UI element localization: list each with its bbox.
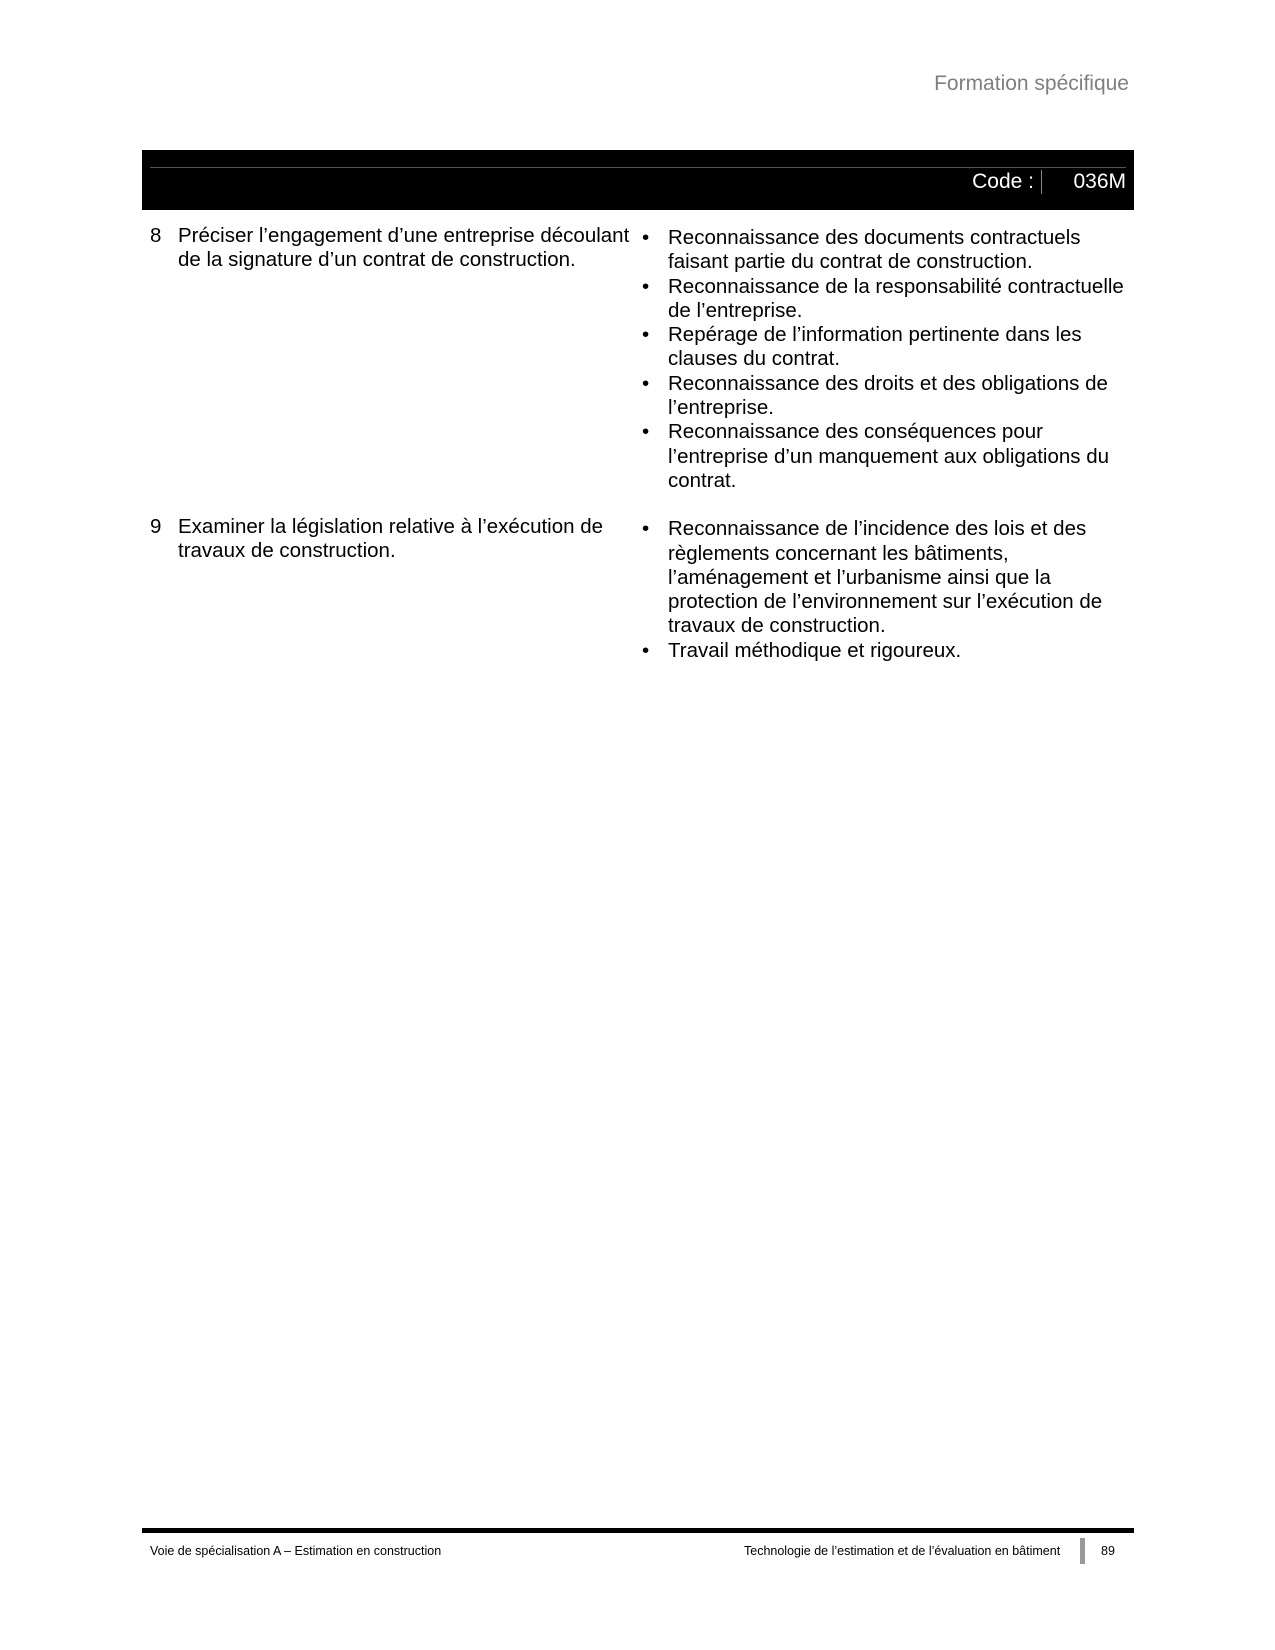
table-row bbox=[142, 515, 1134, 663]
list-item: • Reconnaissance de l’incidence des lois et des règlements concernant les bâtiments, l’aménagement et l’urbanisme ainsi que la protection de l’environnement sur l’exécution de travaux de construction. bbox=[632, 517, 1134, 638]
list-item: • Reconnaissance des conséquences pour l’entreprise d’un manquement aux obligations du contrat. bbox=[632, 420, 1134, 493]
list-item: • Repérage de l’information pertinente dans les clauses du contrat. bbox=[632, 323, 1134, 372]
footer-program-label: Voie de spécialisation A – Estimation en construction bbox=[150, 1544, 442, 1558]
objective-text: Examiner la législation relative à l’exécution de travaux de construction. bbox=[178, 515, 604, 563]
objectives-table bbox=[142, 224, 1134, 685]
criteria-list bbox=[632, 517, 1134, 663]
list-item: • Reconnaissance des documents contractuels faisant partie du contrat de construction. bbox=[632, 226, 1134, 275]
list-item: • Reconnaissance de la responsabilité contractuelle de l’entreprise. bbox=[632, 275, 1134, 324]
running-header: Formation spécifique bbox=[934, 72, 1129, 95]
list-item: • Reconnaissance des droits et des obligations de l’entreprise. bbox=[632, 372, 1134, 421]
criteria-cell bbox=[632, 515, 1134, 663]
page-number: 89 bbox=[1101, 1544, 1115, 1558]
criteria-cell bbox=[632, 224, 1134, 493]
footer-rule bbox=[142, 1528, 1134, 1533]
objective-number: 8 bbox=[150, 224, 162, 247]
code-separator bbox=[1041, 170, 1042, 194]
list-item: • Travail méthodique et rigoureux. bbox=[632, 639, 1134, 663]
objective-text: Préciser l’engagement d’une entreprise découlant de la signature d’un contrat de construction. bbox=[178, 224, 630, 271]
footer-divider bbox=[1080, 1538, 1085, 1564]
code-value: 036M bbox=[1073, 170, 1126, 193]
code-bar bbox=[142, 150, 1134, 210]
objective-number: 9 bbox=[150, 515, 162, 539]
objective-cell bbox=[142, 224, 632, 493]
code-label: Code : bbox=[972, 170, 1034, 193]
code-bar-rule bbox=[150, 167, 1126, 168]
criteria-list bbox=[632, 226, 1134, 493]
footer-title: Technologie de l’estimation et de l’évaluation en bâtiment bbox=[744, 1544, 1061, 1558]
table-row bbox=[142, 224, 1134, 493]
objective-cell bbox=[142, 515, 632, 663]
